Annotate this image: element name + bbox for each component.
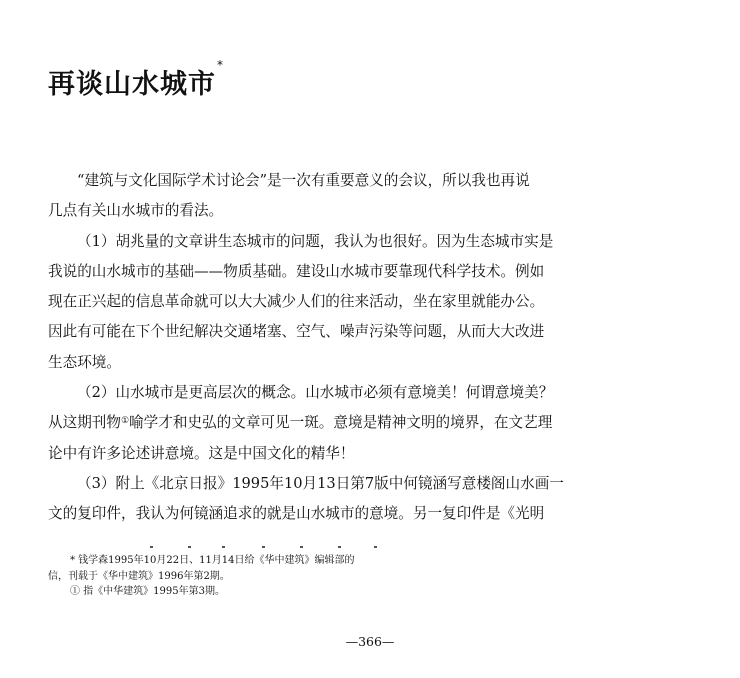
footnote-line: ① 指《中华建筑》1995年第3期。 (70, 586, 225, 597)
footnote-ref-marker: ① (120, 416, 130, 427)
paragraph-line: 生态环境。 (48, 353, 121, 371)
page-title (48, 58, 224, 101)
paragraph-line: （1）胡兆量的文章讲生态城市的问题，我认为也很好。因为生态城市实是 (77, 232, 554, 250)
body-text (48, 166, 588, 530)
footnote-line: 信，刊载于《华中建筑》1996年第2期。 (48, 570, 230, 582)
paragraph-line: 因此有可能在下个世纪解决交通堵塞、空气、噪声污染等问题，从而大大改进 (48, 323, 545, 341)
line-text-after-ref: 喻学才和史弘的文章可见一斑。意境是精神文明的境界，在文艺理 (129, 414, 553, 432)
page-number: —366— (345, 634, 395, 649)
paragraph-line: （2）山水城市是更高层次的概念。山水城市必须有意境美！何谓意境美？ (77, 384, 554, 402)
paragraph-line: 几点有关山水城市的看法。 (48, 202, 224, 220)
paragraph-line: “建筑与文化国际学术讨论会”是一次有重要意义的会议，所以我也再说 (77, 172, 530, 189)
footnotes (48, 553, 355, 600)
footnote-line: * 钱学森1995年10月22日、11月14日给《华中建筑》编辑部的 (70, 555, 355, 566)
paragraph-line: （3）附上《北京日报》1995年10月13日第7版中何镜涵写意楼阁山水画一 (77, 474, 564, 492)
paragraph-line: 文的复印件，我认为何镜涵追求的就是山水城市的意境。另一复印件是《光明 (48, 505, 545, 523)
line-text-before-ref: 从这期刊物 (48, 414, 121, 432)
paragraph-line: 现在正兴起的信息革命就可以大大减少人们的往来活动，坐在家里就能办公。 (48, 293, 545, 311)
paragraph-line: 论中有许多论述讲意境。这是中国文化的精华！ (48, 444, 355, 462)
title-footnote-marker: * (217, 58, 224, 72)
cut-off-text-fragments (150, 546, 380, 550)
paragraph-line (48, 408, 588, 438)
title-text: 再谈山水城市 (48, 69, 216, 100)
paragraph-line: 我说的山水城市的基础——物质基础。建设山水城市要靠现代科学技术。例如 (48, 262, 545, 280)
